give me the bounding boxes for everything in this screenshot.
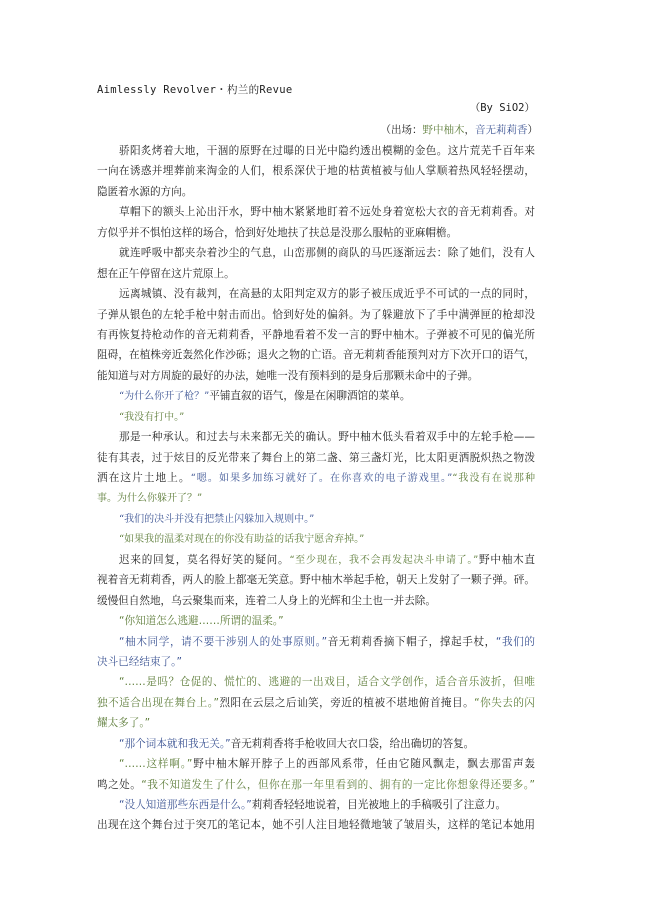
narration-text: 方似乎并不惧怕这样的场合，恰到好处地扶了扶总是没那么服帖的亚麻帽檐。 [97,226,458,239]
text-line [97,550,535,570]
ririka-dialogue: “那个词本就和我无关。” [119,737,231,750]
text-line [97,264,535,284]
text-line [97,407,535,427]
narration-text: 缓慢但自然地，乌云聚集而来，连着二人身上的光辉和尘土也一并去除。 [97,594,436,607]
text-line [97,672,535,692]
text-line [97,182,535,202]
narration-text: 一向在诱惑并埋葬前来淘金的人们，根系深伏于地的枯黄植被与仙人掌顺着热风轻轻摆动， [97,165,535,178]
text-line [97,632,535,652]
narration-text: 视着音无莉莉香，两人的脸上都毫无笑意。野中柚木举起手枪，朝天上发射了一颗子弹。砰。 [97,574,535,587]
ririka-dialogue: “我们的 [495,635,535,648]
text-line [97,366,535,386]
cast-suffix: ） [527,124,538,136]
text-line [97,815,535,835]
narration-text: 那是一种承认。和过去与未来都无关的确认。野中柚木低头看着双手中的左轮手枪—— [119,431,535,444]
narration-text: 骄阳炙烤着大地，干涸的原野在过曝的日光中隐约透出模糊的金色。这片荒芜千百年来 [119,145,535,157]
yuzuki-dialogue: 独不适合出现在舞台上。” [97,696,219,709]
cast-prefix: （出场： [380,124,423,136]
narration-text: 草帽下的额头上沁出汗水，野中柚木紧紧地盯着不远处身着宽松大衣的音无莉莉香。对 [119,206,535,219]
narration-text: 平铺直叙的语气，像是在闲聊酒馆的菜单。 [209,390,411,403]
narration-text: 阻碍，在植株旁近轰然化作沙砾；退火之物的亡语。音无莉莉香能预判对方下次开口的语气， [97,349,535,362]
yuzuki-dialogue: “你知道怎么逃避……所谓的温柔。” [119,615,284,628]
narration-text: 迟来的回复，莫名得好笑的疑问。 [119,553,290,566]
text-line [97,468,535,488]
yuzuki-dialogue: “我没有在说那种 [452,473,535,484]
narration-text: 想在正午停留在这片荒原上。 [97,267,235,280]
text-line [97,448,535,468]
ririka-dialogue: “为什么你开了枪？” [119,391,210,403]
text-line [97,611,535,631]
narration-text: 出现在这个舞台过于突兀的笔记本，她不引人注目地轻微地皱了皱眉头，这样的笔记本她用 [97,819,535,832]
text-line [97,734,535,754]
narration-text: 音无莉莉香摘下帽子，撑起手杖， [327,635,496,648]
yuzuki-dialogue: “……是吗？仓促的、慌忙的、逃避的一出戏目，适合文学创作，适合音乐波折，但唯 [119,676,535,689]
text-line [97,284,535,304]
narration-text: 莉莉香轻轻地说着，目光被地上的手稿吸引了注意力。 [251,799,507,811]
yuzuki-dialogue: “……这样啊。” [119,758,193,771]
text-line [97,427,535,447]
narration-text: 能知道与对方周旋的最好的办法，她唯一没有预料到的是身后那颗未命中的子弹。 [97,369,479,382]
text-line [97,754,535,774]
text-line [97,795,535,815]
text-line [97,345,535,365]
narration-text: 野中柚木解开脖子上的西部风系带，任由它随风飘走，飘去那雷声轰 [192,758,535,771]
narration-text: 有再恢复持枪动作的音无莉莉香，平静地看着不发一言的野中柚木。子弹被不可见的偏光所 [97,328,535,341]
text-line [97,161,535,181]
cast-name-ririka: 音无莉莉香 [475,124,528,136]
narration-text: 徒有其表，过于炫目的反光带来了舞台上的第二盏、第三盏灯光，比太阳更洒脱炽热之物泼 [97,451,535,464]
narration-text: 野中柚木直 [478,553,536,566]
narration-text: 子弹从银色的左轮手枪中射击而出。恰到好处的偏斜。为了躲避放下了手中满弹匣的枪却没 [97,308,535,321]
ririka-dialogue: “我们的决斗并没有把禁止闪躲加入规则中。” [119,513,315,525]
text-line [97,243,535,263]
text-line [97,202,535,222]
text-line [97,775,535,795]
text-line [97,652,535,672]
text-line [97,223,535,243]
yuzuki-dialogue: “如果我的温柔对现在的你没有助益的话我宁愿舍弃掉。” [119,534,365,546]
ririka-dialogue: “没人知道那些东西是什么。” [119,799,252,811]
narration-text: 远离城镇、没有裁判，在高悬的太阳判定双方的影子被压成近乎不可试的一点的同时， [119,288,535,301]
yuzuki-dialogue: “至少现在，我不会再发起决斗申请了。” [289,554,479,566]
narration-text: 烈阳在云层之后讪笑，旁近的植被不堪地俯首掩目。 [219,696,475,709]
yuzuki-dialogue: 事。为什么你躲开了？” [97,493,203,505]
text-line [97,386,535,406]
cast-separator: ， [464,124,475,136]
text-line [97,488,535,508]
cast-line [381,122,539,137]
text-line [97,570,535,590]
ririka-dialogue: “柚木同学，请不要干涉别人的处事原则。” [119,635,328,648]
document-title: Aimlessly Revolver・杓兰的Revue [97,84,293,96]
yuzuki-dialogue: “你失去的闪 [474,696,536,709]
author-byline: （By SiO2） [469,102,535,114]
text-line [97,693,535,713]
text-line [97,325,535,345]
narration-text: 音无莉莉香将手枪收回大衣口袋，给出确切的答复。 [230,737,475,750]
text-line [97,713,535,733]
ririka-dialogue: 决斗已经结束了。” [97,655,182,668]
text-line [97,509,535,529]
cast-name-yuzuki: 野中柚木 [422,124,465,136]
narration-text: 洒在这片土地上。 [97,472,191,484]
text-line [97,529,535,549]
text-line [97,141,535,161]
narration-text: 隐匿着水源的方向。 [97,185,193,198]
text-line [97,591,535,611]
narration-text: 就连呼吸中都夹杂着沙尘的气息，山峦那侧的商队的马匹逐渐远去：除了她们，没有人 [119,247,535,260]
ririka-dialogue: “嗯。如果多加练习就好了。在你喜欢的电子游戏里。” [190,473,453,484]
story-body [97,141,535,836]
yuzuki-dialogue: 耀太多了。” [97,717,151,730]
yuzuki-dialogue: “我不知道发生了什么，但你在那一年里看到的、拥有的一定比你想象得还要多。” [141,778,535,791]
text-line [97,305,535,325]
yuzuki-dialogue: “我没有打中。” [119,411,185,423]
narration-text: 鸣之处。 [97,778,142,791]
